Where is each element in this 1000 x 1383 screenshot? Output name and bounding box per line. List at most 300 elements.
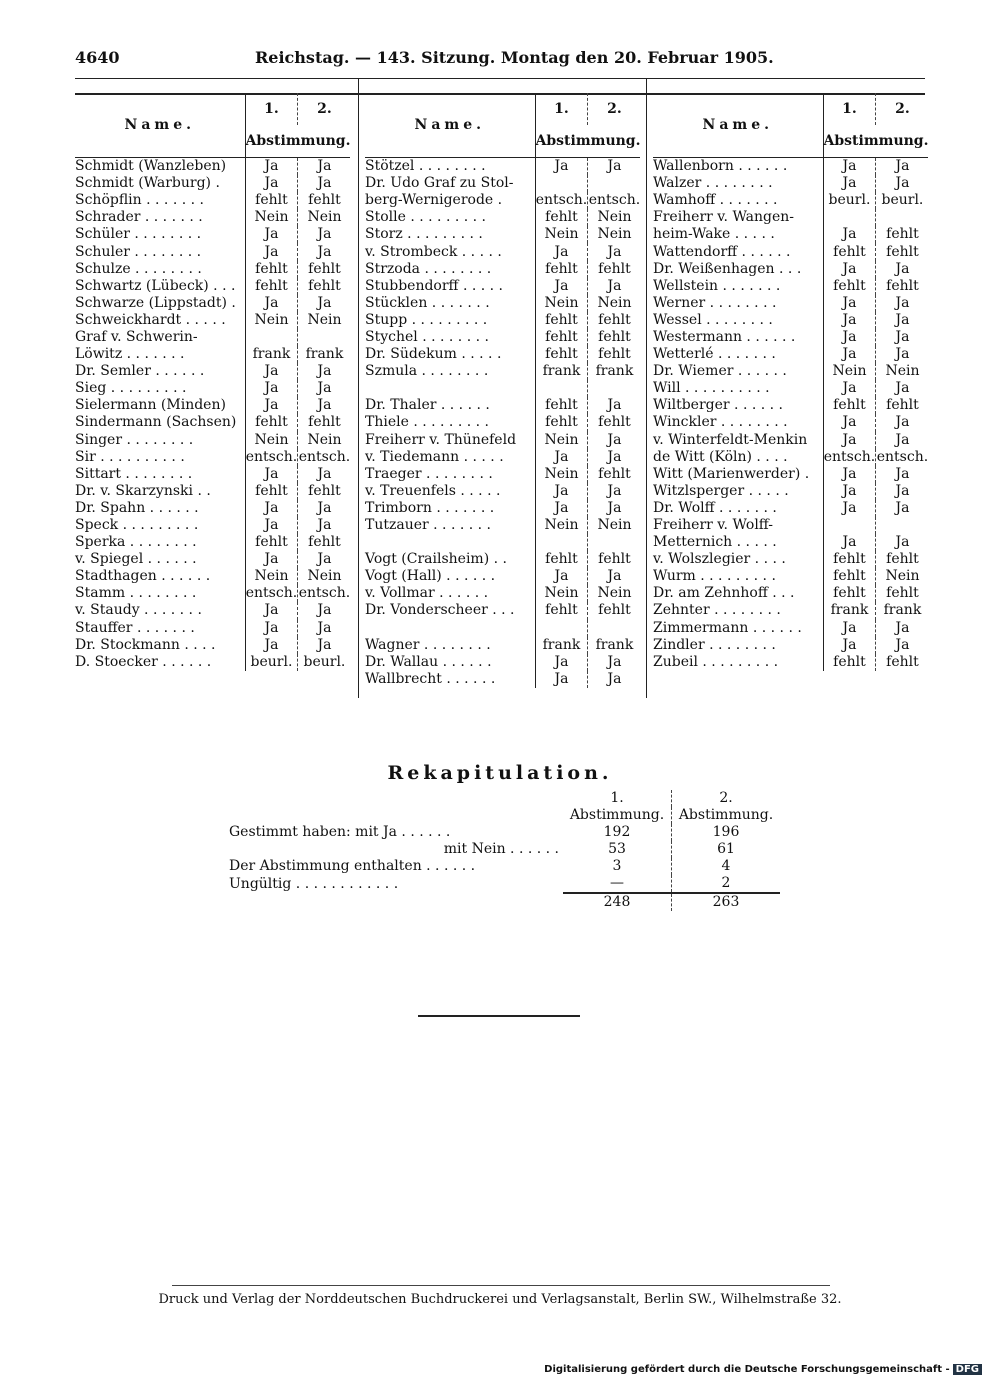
vote-row: [365, 500, 640, 517]
vote-1: Nein: [535, 295, 588, 312]
member-name: Schwartz (Lübeck) . . .: [75, 277, 236, 294]
member-name: Wallbrecht . . . . . .: [365, 670, 496, 687]
vote-1: Nein: [245, 568, 298, 585]
vote-1: Ja: [535, 278, 588, 295]
vote-2: [876, 209, 929, 226]
vote-row: [75, 654, 350, 671]
vote-row: [365, 380, 640, 397]
recap-row-label: Der Abstimmung enthalten . . . . . .: [229, 858, 476, 874]
vote-1: frank: [823, 602, 876, 619]
vote-2: fehlt: [298, 261, 351, 278]
recap-value: —: [610, 875, 624, 891]
vote-2: fehlt: [876, 397, 929, 414]
member-name: Storz . . . . . . . . .: [365, 226, 483, 243]
vote-row: [653, 226, 928, 243]
vote-2: Ja: [298, 243, 351, 260]
vote-2: fehlt: [588, 551, 641, 568]
running-head: Reichstag. — 143. Sitzung. Montag den 20. Februar 1905.: [255, 48, 774, 67]
vote2-header: 2.: [588, 93, 641, 125]
member-name: Stupp . . . . . . . . .: [365, 311, 488, 328]
vote-row: [365, 568, 640, 585]
vote-1: Ja: [245, 226, 298, 243]
vote-2: Ja: [876, 261, 929, 278]
vote-1: Nein: [245, 432, 298, 449]
vote-row: [75, 278, 350, 295]
member-name: Freiherr v. Wolff-: [653, 517, 773, 534]
recap-value: 4: [672, 858, 781, 875]
vote-1: Ja: [245, 380, 298, 397]
vote-row: [653, 500, 928, 517]
vote-row: [75, 380, 350, 397]
vote-1: Ja: [535, 500, 588, 517]
vote-row: [365, 261, 640, 278]
vote-1: Ja: [823, 500, 876, 517]
vote-table-2: [365, 93, 640, 688]
member-name: Dr. v. Skarzynski . .: [75, 482, 211, 499]
vote-2: Ja: [876, 432, 929, 449]
vote-1: Nein: [535, 432, 588, 449]
vote-1: fehlt: [245, 192, 298, 209]
vote-2: Ja: [298, 602, 351, 619]
vote-row: [653, 397, 928, 414]
member-name: [365, 620, 535, 637]
vote-2: entsch.: [588, 192, 641, 209]
vote-2: Ja: [298, 363, 351, 380]
vote-row: [365, 329, 640, 346]
vote-2: Ja: [298, 175, 351, 192]
member-name: Sindermann (Sachsen): [75, 414, 237, 431]
member-name: Schmidt (Warburg) .: [75, 175, 220, 192]
vote-1: Ja: [245, 500, 298, 517]
vote-row: [365, 654, 640, 671]
recap-row-label: Gestimmt haben: mit Ja . . . . . .: [229, 824, 451, 840]
vote-2: fehlt: [588, 329, 641, 346]
vote-row: [365, 414, 640, 431]
vote-row: [75, 602, 350, 619]
footer-rule: [172, 1285, 830, 1286]
vote-2: Ja: [876, 312, 929, 329]
vote2-header: 2.: [876, 93, 929, 125]
member-name: Wetterlé . . . . . . .: [653, 346, 776, 363]
member-name: Wellstein . . . . . . .: [653, 277, 781, 294]
vote-1: [245, 329, 298, 346]
member-name: Sielermann (Minden): [75, 397, 226, 414]
member-name: Schüler . . . . . . . .: [75, 226, 202, 243]
vote-1: frank: [245, 346, 298, 363]
vote-table-1: [75, 93, 350, 671]
vote-row: [653, 158, 928, 176]
member-name: Wattendorff . . . . . .: [653, 243, 791, 260]
recap-col2-num: 2.: [672, 790, 781, 807]
member-name: Dr. am Zehnhoff . . .: [653, 585, 795, 602]
vote-row: [653, 449, 928, 466]
vote-2: Ja: [876, 466, 929, 483]
vote-table-3: [653, 93, 928, 671]
vote-1: frank: [535, 363, 588, 380]
vote-row: [365, 346, 640, 363]
vote-2: Nein: [588, 209, 641, 226]
column-divider-2: [646, 78, 647, 698]
vote-row: [653, 517, 928, 534]
vote-row: [75, 261, 350, 278]
vote-1: [535, 620, 588, 637]
vote-1: fehlt: [535, 414, 588, 431]
member-name: Dr. Wiemer . . . . . .: [653, 363, 787, 380]
vote-1: Ja: [245, 517, 298, 534]
member-name: Dr. Wolff . . . . . . .: [653, 499, 777, 516]
member-name: Schmidt (Wanzleben): [75, 158, 227, 175]
vote-2: Nein: [588, 585, 641, 602]
member-name: Schulze . . . . . . . .: [75, 260, 202, 277]
vote-1: frank: [535, 637, 588, 654]
vote-row: [365, 295, 640, 312]
vote-2: Ja: [588, 671, 641, 688]
vote-row: [653, 363, 928, 380]
vote-1: Ja: [245, 551, 298, 568]
vote-row: [75, 397, 350, 414]
vote-row: [653, 568, 928, 585]
vote-1: Nein: [245, 209, 298, 226]
vote-column-3: [653, 93, 928, 671]
member-name: Wiltberger . . . . . .: [653, 397, 784, 414]
recap-table: [225, 790, 780, 911]
vote-row: [653, 175, 928, 192]
vote-row: [653, 380, 928, 397]
member-name: v. Treuenfels . . . . .: [365, 482, 501, 499]
vote-2: Ja: [876, 158, 929, 176]
vote-2: Ja: [298, 295, 351, 312]
vote-2: Ja: [298, 551, 351, 568]
vote-2: Ja: [876, 295, 929, 312]
vote-2: Ja: [876, 414, 929, 431]
vote-2: Ja: [876, 346, 929, 363]
vote-row: [365, 585, 640, 602]
member-name: [365, 534, 535, 551]
vote1-header: 1.: [245, 93, 298, 125]
vote-1: fehlt: [823, 654, 876, 671]
vote-row: [365, 397, 640, 414]
vote-row: [75, 175, 350, 192]
member-name: Thiele . . . . . . . . .: [365, 414, 489, 431]
vote-2: frank: [298, 346, 351, 363]
member-name: v. Vollmar . . . . . .: [365, 585, 489, 602]
recap-total-2: 263: [672, 893, 781, 911]
vote-2: Ja: [588, 654, 641, 671]
vote-2: fehlt: [298, 534, 351, 551]
vote-2: beurl.: [876, 192, 929, 209]
vote-1: Ja: [535, 568, 588, 585]
vote-1: fehlt: [535, 602, 588, 619]
vote-1: Ja: [245, 466, 298, 483]
vote-1: fehlt: [823, 551, 876, 568]
vote-1: Ja: [823, 346, 876, 363]
vote-1: entsch.: [245, 585, 298, 602]
vote-row: [653, 192, 928, 209]
recap-value: 2: [672, 875, 781, 893]
member-name: Dr. Stockmann . . . .: [75, 636, 216, 653]
vote-2: Ja: [298, 466, 351, 483]
vote-row: [653, 329, 928, 346]
vote-row: [365, 517, 640, 534]
top-rule: [75, 78, 925, 79]
vote-2: Ja: [588, 500, 641, 517]
recap-col1-label: Abstimmung.: [569, 807, 665, 823]
vote-1: fehlt: [823, 278, 876, 295]
vote-2: Nein: [588, 226, 641, 243]
vote-2: [876, 517, 929, 534]
vote-1: Nein: [245, 312, 298, 329]
column-divider-1: [358, 78, 359, 698]
vote-2: Ja: [298, 380, 351, 397]
member-name: Winckler . . . . . . . .: [653, 414, 788, 431]
recap-value: 192: [603, 824, 631, 840]
vote-row: [75, 517, 350, 534]
vote-row: [653, 551, 928, 568]
vote-row: [75, 226, 350, 243]
vote-row: [653, 637, 928, 654]
member-name: Metternich . . . . .: [653, 534, 777, 551]
member-name: Dr. Udo Graf zu Stol-: [365, 175, 514, 192]
vote-2: [588, 175, 641, 192]
vote-row: [365, 534, 640, 551]
vote-1: Ja: [823, 637, 876, 654]
vote-2: fehlt: [588, 312, 641, 329]
vote-2: Nein: [876, 568, 929, 585]
member-name: Singer . . . . . . . .: [75, 431, 194, 448]
vote-row: [365, 209, 640, 226]
vote-row: [653, 602, 928, 619]
recap-row-label: mit Nein . . . . . .: [443, 841, 559, 857]
vote-1: fehlt: [245, 414, 298, 431]
vote-1: beurl.: [245, 654, 298, 671]
vote-2: fehlt: [876, 278, 929, 295]
member-name: D. Stoecker . . . . . .: [75, 653, 212, 670]
vote-1: Ja: [535, 671, 588, 688]
vote-1: fehlt: [245, 534, 298, 551]
recap-col2-label: Abstimmung.: [672, 807, 781, 824]
vote-row: [653, 261, 928, 278]
vote-2: Nein: [298, 568, 351, 585]
vote-1: Ja: [823, 414, 876, 431]
vote-1: Ja: [823, 329, 876, 346]
abstimmung-header: Abstimmung.: [823, 125, 928, 158]
member-name: v. Staudy . . . . . . .: [75, 602, 202, 619]
vote-1: [535, 534, 588, 551]
member-name: de Witt (Köln) . . . .: [653, 448, 788, 465]
member-name: Stychel . . . . . . . .: [365, 328, 489, 345]
vote-2: fehlt: [588, 602, 641, 619]
vote-row: [653, 209, 928, 226]
vote-1: entsch.: [823, 448, 876, 465]
vote-2: Ja: [876, 500, 929, 517]
member-name: [365, 380, 535, 397]
member-name: v. Strombeck . . . . .: [365, 243, 502, 260]
vote-2: fehlt: [588, 466, 641, 483]
vote-2: [588, 380, 641, 397]
vote-2: Ja: [588, 243, 641, 260]
vote-1: fehlt: [823, 397, 876, 414]
vote-2: fehlt: [876, 585, 929, 602]
vote-2: Ja: [876, 380, 929, 397]
member-name: Westermann . . . . . .: [653, 328, 796, 345]
recap-value: 3: [612, 858, 622, 874]
vote-1: Nein: [535, 466, 588, 483]
vote-2: entsch.: [298, 585, 351, 602]
member-name: Zimmermann . . . . . .: [653, 619, 802, 636]
dfg-note: Digitalisierung gefördert durch die Deutsche Forschungsgemeinschaft -: [544, 1364, 950, 1375]
member-name: v. Wolszlegier . . . .: [653, 551, 786, 568]
vote-1: [535, 380, 588, 397]
vote-2: Nein: [298, 432, 351, 449]
vote-row: [653, 432, 928, 449]
vote-row: [365, 226, 640, 243]
vote-row: [365, 432, 640, 449]
vote-1: Ja: [245, 620, 298, 637]
member-name: Sperka . . . . . . . .: [75, 534, 197, 551]
vote-1: Ja: [823, 158, 876, 176]
vote-2: Ja: [588, 397, 641, 414]
member-name: Dr. Vonderscheer . . .: [365, 602, 515, 619]
member-name: Stamm . . . . . . . .: [75, 585, 197, 602]
vote-1: fehlt: [823, 585, 876, 602]
vote-2: [298, 329, 351, 346]
vote-row: [75, 449, 350, 466]
vote-row: [365, 449, 640, 466]
vote-1: Ja: [245, 158, 298, 176]
vote-row: [75, 312, 350, 329]
member-name: Schuler . . . . . . . .: [75, 243, 202, 260]
member-name: Sir . . . . . . . . . .: [75, 448, 185, 465]
vote-1: Ja: [823, 534, 876, 551]
member-name: Dr. Spahn . . . . . .: [75, 499, 199, 516]
member-name: Schöpflin . . . . . . .: [75, 192, 204, 209]
member-name: Wagner . . . . . . . .: [365, 636, 491, 653]
vote-row: [75, 414, 350, 431]
recap-col1-num: 1.: [610, 790, 624, 806]
member-name: Strzoda . . . . . . . .: [365, 260, 492, 277]
member-name: Sittart . . . . . . . .: [75, 465, 193, 482]
vote-2: Ja: [588, 568, 641, 585]
vote-2: entsch.: [876, 448, 929, 465]
vote-row: [365, 158, 640, 176]
vote-1: Ja: [535, 654, 588, 671]
vote-1: Ja: [823, 261, 876, 278]
member-name: Graf v. Schwerin-: [75, 328, 198, 345]
vote-1: Ja: [245, 175, 298, 192]
vote-row: [653, 243, 928, 260]
vote-1: beurl.: [823, 192, 876, 209]
member-name: Trimborn . . . . . . .: [365, 499, 495, 516]
vote-row: [365, 551, 640, 568]
member-name: Dr. Thaler . . . . . .: [365, 397, 490, 414]
vote-1: fehlt: [245, 261, 298, 278]
vote-row: [653, 312, 928, 329]
vote-row: [75, 637, 350, 654]
vote-1: fehlt: [535, 397, 588, 414]
vote-2: Ja: [588, 449, 641, 466]
vote-1: fehlt: [535, 329, 588, 346]
vote-2: Ja: [298, 500, 351, 517]
vote-row: [653, 483, 928, 500]
vote-1: Ja: [245, 243, 298, 260]
member-name: Zindler . . . . . . . .: [653, 636, 776, 653]
member-name: Vogt (Crailsheim) . .: [365, 551, 507, 568]
vote-1: Ja: [535, 243, 588, 260]
vote-row: [75, 620, 350, 637]
member-name: Stadthagen . . . . . .: [75, 568, 211, 585]
vote-1: entsch.: [245, 448, 298, 465]
vote-1: Ja: [245, 363, 298, 380]
vote-row: [653, 278, 928, 295]
vote-row: [75, 432, 350, 449]
member-name: Stauffer . . . . . . .: [75, 619, 195, 636]
member-name: Stolle . . . . . . . . .: [365, 209, 486, 226]
vote-row: [75, 192, 350, 209]
member-name: Witt (Marienwerder) .: [653, 465, 810, 482]
vote-1: fehlt: [535, 261, 588, 278]
name-header: Name.: [365, 93, 535, 158]
vote-row: [365, 466, 640, 483]
vote-2: frank: [876, 602, 929, 619]
vote-2: fehlt: [588, 414, 641, 431]
vote-2: Nein: [588, 295, 641, 312]
vote-1: fehlt: [535, 551, 588, 568]
vote-2: fehlt: [588, 346, 641, 363]
vote-2: [588, 620, 641, 637]
page-number: 4640: [75, 48, 120, 67]
member-name: Wallenborn . . . . . .: [653, 158, 788, 175]
vote1-header: 1.: [823, 93, 876, 125]
vote-2: frank: [588, 637, 641, 654]
member-name: Stubbendorff . . . . .: [365, 277, 503, 294]
recap-title: Rekapitulation.: [387, 762, 613, 784]
vote-row: [75, 363, 350, 380]
vote-1: Ja: [823, 295, 876, 312]
vote-2: Ja: [298, 637, 351, 654]
vote-1: Nein: [535, 517, 588, 534]
vote-2: Ja: [298, 397, 351, 414]
vote-1: Ja: [245, 397, 298, 414]
member-name: Dr. Südekum . . . . .: [365, 346, 502, 363]
recap-value: 53: [608, 841, 626, 857]
vote-2: Ja: [588, 483, 641, 500]
recap-value: 61: [672, 841, 781, 858]
vote-1: Nein: [823, 363, 876, 380]
vote-2: Nein: [588, 517, 641, 534]
vote-row: [653, 466, 928, 483]
vote-1: Ja: [823, 226, 876, 243]
vote-1: fehlt: [245, 278, 298, 295]
member-name: Witzlsperger . . . . .: [653, 482, 789, 499]
member-name: Wessel . . . . . . . .: [653, 311, 773, 328]
dfg-credit: [544, 1364, 982, 1375]
vote-1: fehlt: [245, 483, 298, 500]
vote2-header: 2.: [298, 93, 351, 125]
member-name: Dr. Semler . . . . . .: [75, 363, 205, 380]
member-name: Walzer . . . . . . . .: [653, 175, 773, 192]
vote-row: [653, 620, 928, 637]
vote-2: entsch.: [298, 448, 351, 465]
dfg-logo: DFG: [953, 1364, 982, 1375]
vote-row: [365, 483, 640, 500]
vote-2: fehlt: [298, 414, 351, 431]
vote-1: Ja: [535, 483, 588, 500]
member-name: Freiherr v. Wangen-: [653, 209, 794, 226]
member-name: v. Tiedemann . . . . .: [365, 448, 504, 465]
vote-1: fehlt: [535, 346, 588, 363]
vote-1: Ja: [823, 312, 876, 329]
vote-2: Ja: [876, 329, 929, 346]
